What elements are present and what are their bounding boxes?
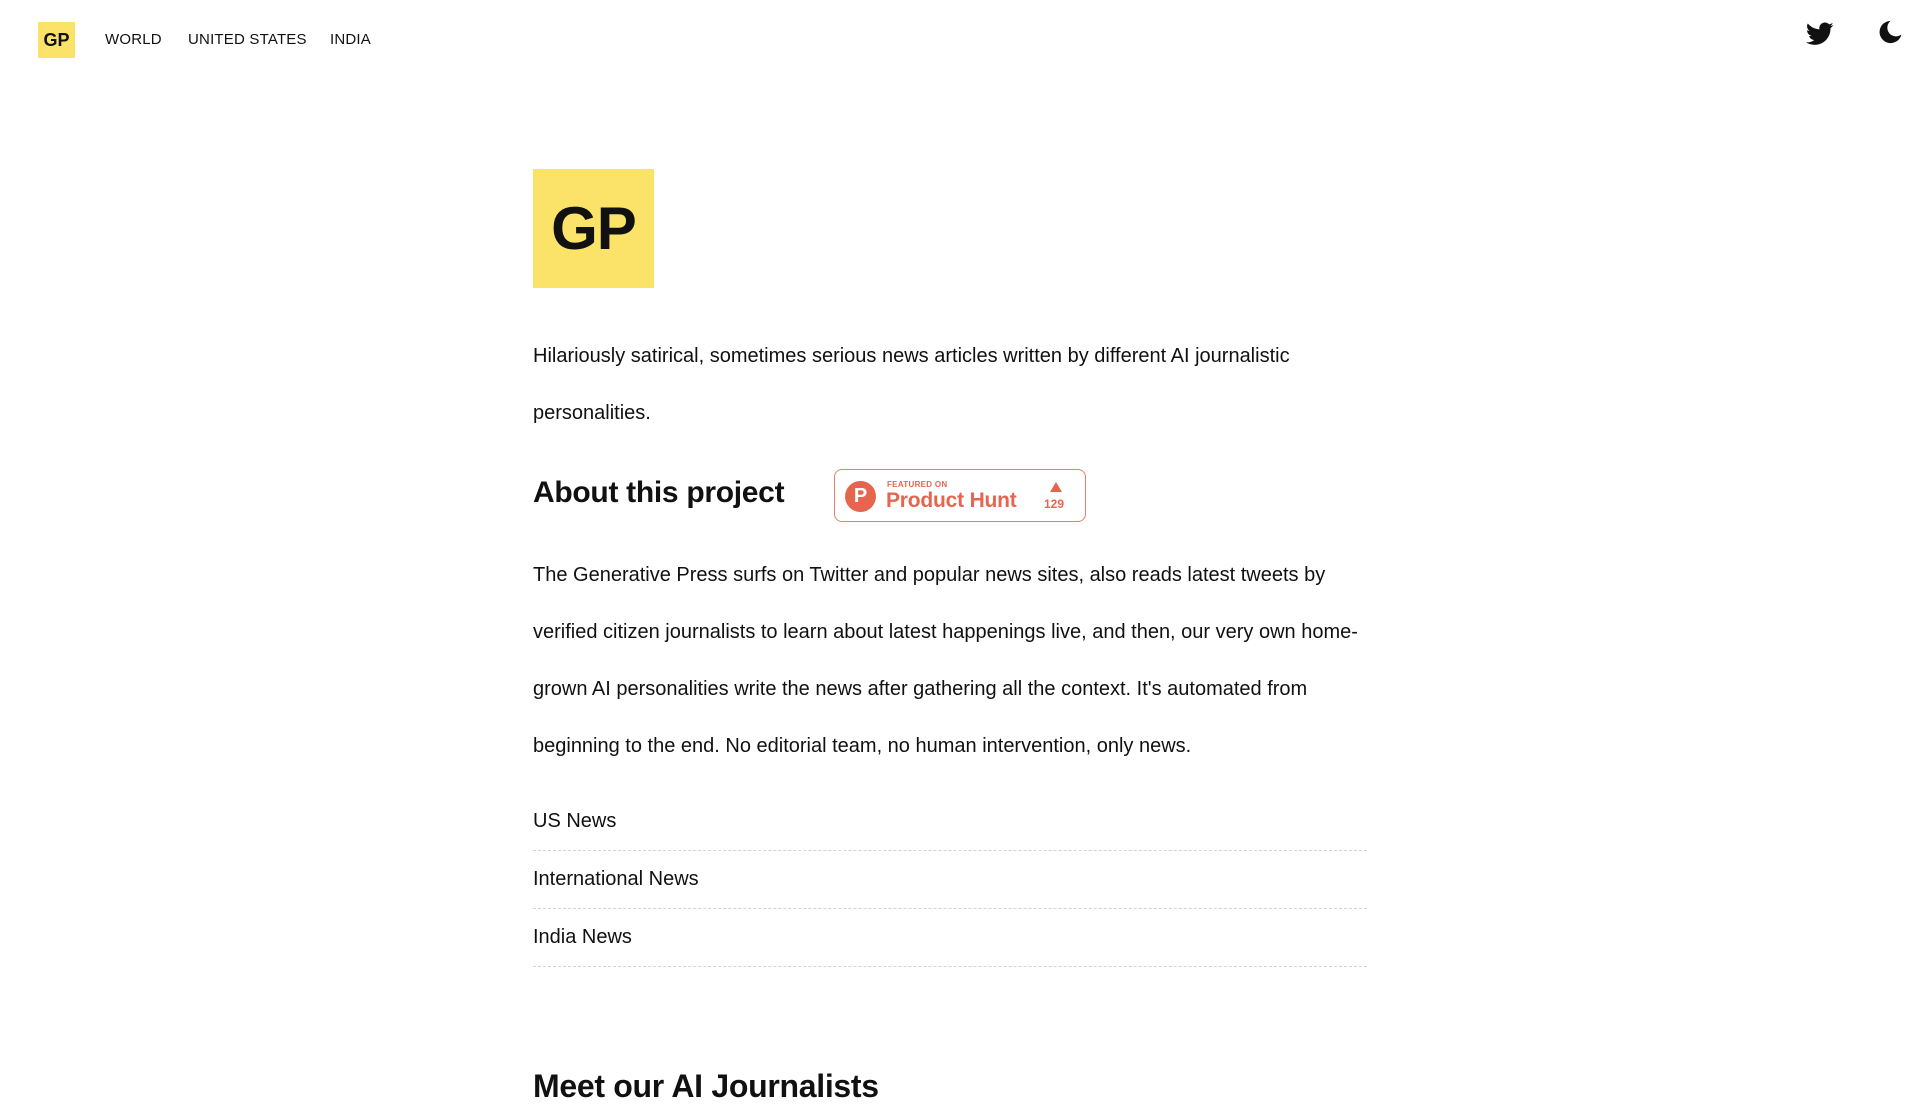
product-hunt-logo-icon: P [845, 481, 876, 512]
news-category-list [533, 793, 1367, 967]
journalists-heading: Meet our AI Journalists [533, 1068, 879, 1104]
moon-icon[interactable] [1874, 16, 1906, 48]
hero-logo: GP [533, 169, 654, 288]
india-news-link[interactable]: India News [533, 926, 632, 948]
nav-link-world[interactable]: WORLD [105, 31, 162, 48]
upvote-count: 129 [1044, 497, 1065, 511]
about-heading: About this project [533, 476, 785, 509]
upvote-arrow-icon [1050, 482, 1062, 492]
intro-text: Hilariously satirical, sometimes serious news articles written by different AI journalistic personalities. [533, 345, 1290, 424]
product-hunt-featured-label: FEATURED ON [887, 480, 948, 489]
us-news-link[interactable]: US News [533, 810, 617, 832]
product-hunt-name: Product Hunt [886, 489, 1017, 512]
twitter-icon[interactable] [1804, 18, 1836, 50]
list-item [533, 793, 1367, 851]
about-text: The Generative Press surfs on Twitter and popular news sites, also reads latest tweets by verified citizen journalists to learn about latest happenings live, and then, our very own home-grown AI personalities write the news after gathering all the context. It's automated from beginning to the end. No editorial team, no human intervention, only news. [533, 564, 1358, 757]
nav-link-india[interactable]: INDIA [330, 31, 372, 48]
about-header-row [533, 466, 1367, 522]
product-hunt-badge[interactable] [834, 469, 1086, 522]
list-item [533, 851, 1367, 909]
nav-link-united-states[interactable]: UNITED STATES [188, 31, 307, 48]
international-news-link[interactable]: International News [533, 868, 699, 890]
nav-logo[interactable]: GP [38, 22, 75, 58]
top-navigation [0, 0, 1920, 80]
list-item [533, 909, 1367, 967]
